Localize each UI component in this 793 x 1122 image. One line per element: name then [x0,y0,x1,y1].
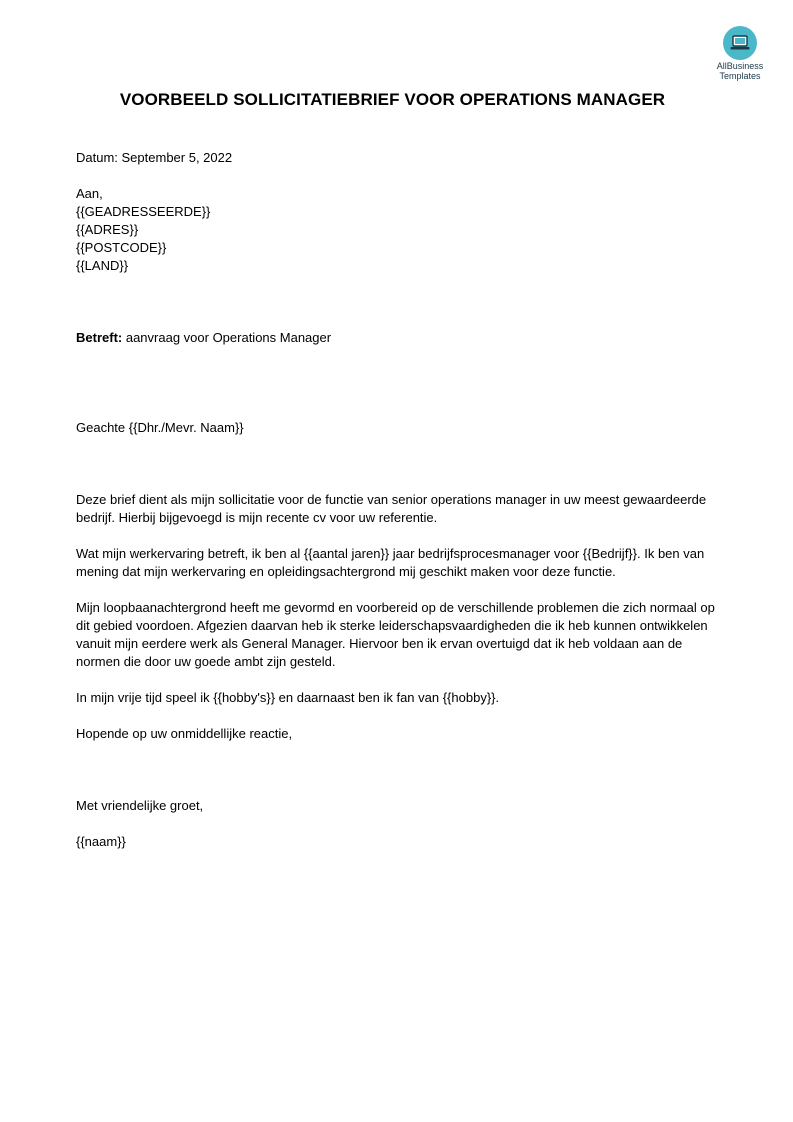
paragraph-4: In mijn vrije tijd speel ik {{hobby's}} en daarnaast ben ik fan van {{hobby}}. [76,690,500,705]
brand-logo [706,26,774,81]
laptop-icon [723,26,757,60]
subject-label: Betreft: [76,330,123,345]
greeting: Geachte {{Dhr./Mevr. Naam}} [76,420,244,435]
letter-body [76,149,716,851]
recipient-addressee: {{GEADRESSEERDE}} [76,204,211,219]
closing: Met vriendelijke groet, [76,798,204,813]
document-title: VOORBEELD SOLLICITATIEBRIEF VOOR OPERATIONS MANAGER [119,90,666,109]
paragraph-3: Mijn loopbaanachtergrond heeft me gevormd en voorbereid op de verschillende problemen die zich normaal op dit gebied voordoen. Afgezien daarvan heb ik sterke leiderschapsvaardigheden die ik heb kunnen ontwikkelen vanuit mijn eerdere werk als General Manager. Hiervoor ben ik ervan overtuigd dat ik heb voldaan aan de normen die door uw goede ambt zijn gesteld. [76,600,715,669]
subject-text: aanvraag voor Operations Manager [122,330,332,345]
paragraph-5: Hopende op uw onmiddellijke reactie, [76,726,293,741]
subject-line [76,329,716,347]
recipient-country: {{LAND}} [76,258,129,273]
logo-line-2: Templates [719,70,761,81]
recipient-to: Aan, [76,186,103,201]
recipient-postcode: {{POSTCODE}} [76,240,167,255]
logo-line-1: AllBusiness [716,61,764,71]
paragraph-1: Deze brief dient als mijn sollicitatie voor de functie van senior operations manager in uw meest gewaardeerde bedrijf. Hierbij bijgevoegd is mijn recente cv voor uw referentie. [76,492,707,525]
paragraph-2: Wat mijn werkervaring betreft, ik ben al {{aantal jaren}} jaar bedrijfsprocesmanager voor {{Bedrijf}}. Ik ben van mening dat mijn werkervaring en opleidingsachtergrond mij geschikt maken voor deze functie. [76,546,705,579]
signature: {{naam}} [76,834,126,849]
logo-text [706,62,774,81]
recipient-address: {{ADRES}} [76,222,139,237]
date-line: Datum: September 5, 2022 [76,150,233,165]
